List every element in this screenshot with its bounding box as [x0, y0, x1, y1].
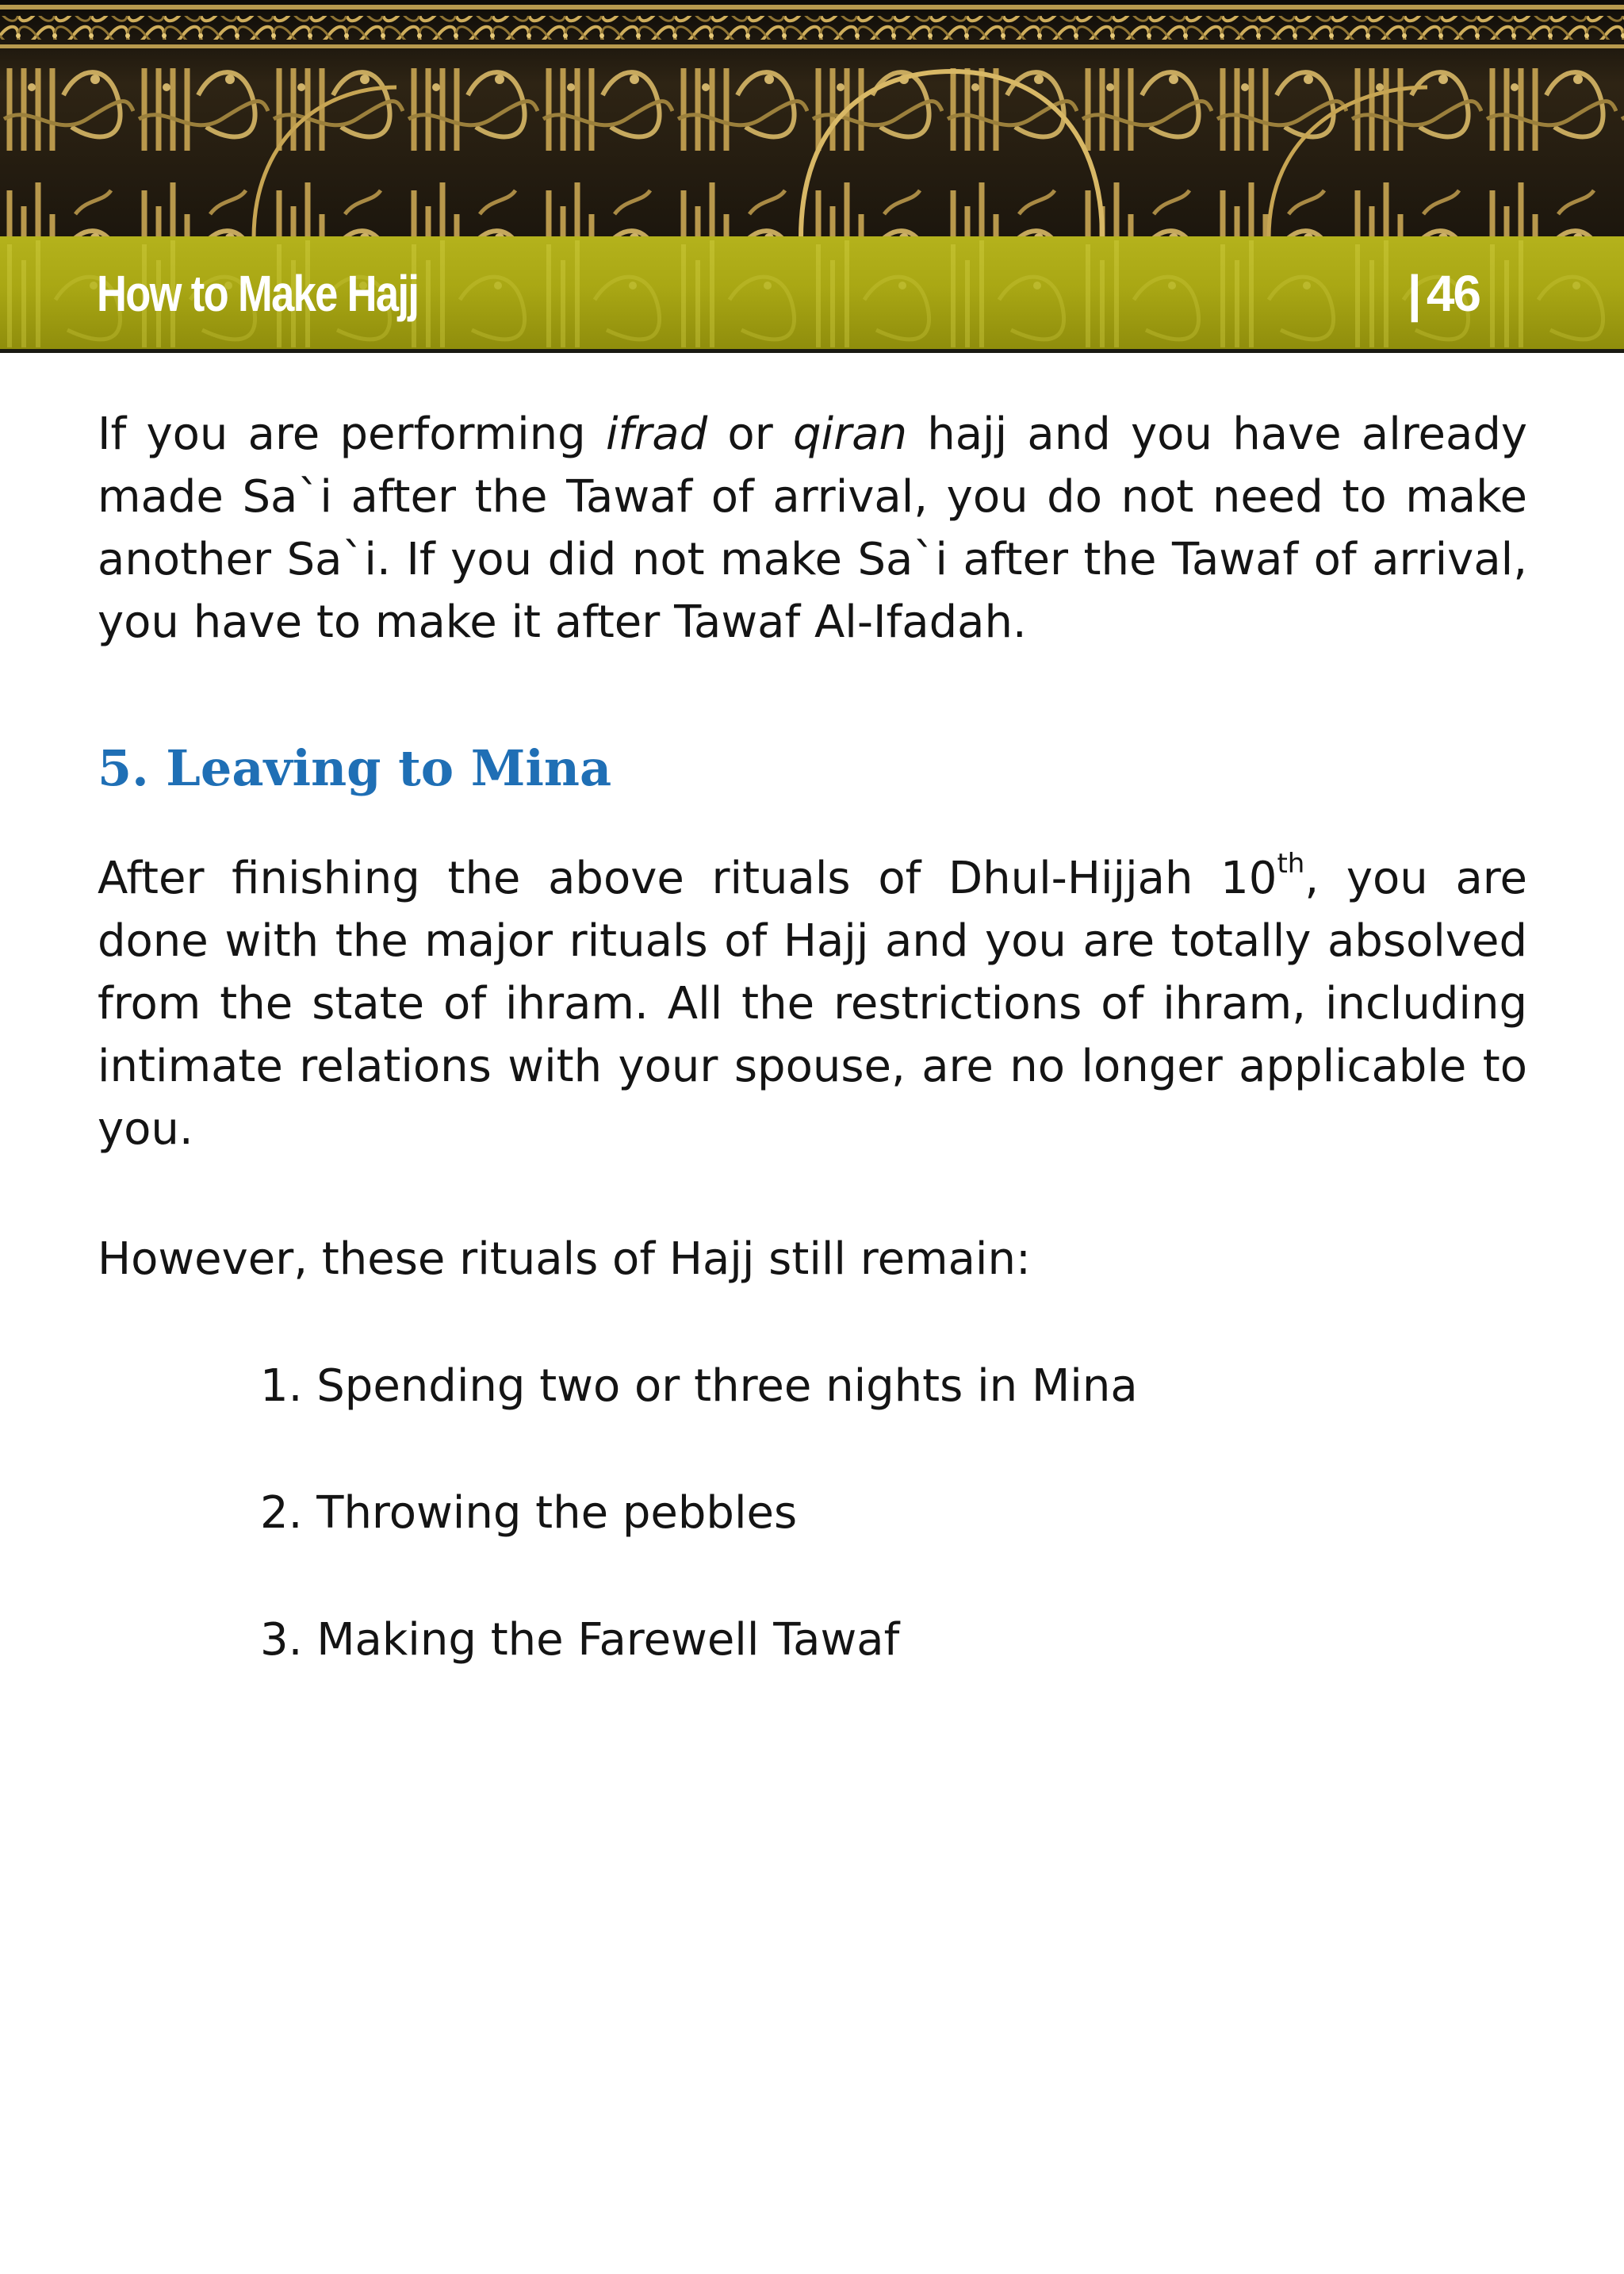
paragraph-sai-note — [98, 403, 1527, 654]
term-qiran: qiran — [793, 408, 907, 460]
running-header-title: How to Make Hajj — [97, 265, 419, 322]
list-item: 1. Spending two or three nights in Mina — [260, 1360, 1138, 1412]
paragraph-1-text-a: If you are performing — [98, 408, 606, 460]
ordinal-superscript: th — [1277, 848, 1305, 880]
paragraph-1-text-b: or — [707, 408, 793, 460]
paragraph-leaving-to-mina — [98, 847, 1527, 1160]
page-number — [1407, 265, 1480, 322]
paragraph-remaining-rituals-intro: However, these rituals of Hajj still remain: — [98, 1233, 1031, 1285]
remaining-rituals-list — [260, 1355, 1138, 1735]
section-heading: 5. Leaving to Mina — [98, 739, 612, 797]
paragraph-2-text-b: , you are done with the major rituals of Hajj and you are totally absolved from the state of ihram. All the restrictions of ihram, including intimate relations with your spouse, are no longer applicable to you. — [98, 853, 1528, 1155]
paragraph-2-text-a: After finishing the above rituals of Dhul-Hijjah 10 — [98, 853, 1277, 904]
paragraph-1-text-c: hajj and you have already made Sa`i after the Tawaf of arrival, you do not need to make another Sa`i. If you did not make Sa`i after the Tawaf of arrival, you have to make it after Tawaf Al-Ifadah. — [98, 408, 1528, 648]
term-ifrad: ifrad — [605, 408, 708, 460]
list-item: 2. Throwing the pebbles — [260, 1487, 798, 1539]
kaaba-kiswah-calligraphy-image — [0, 0, 1624, 238]
page-number-value: 46 — [1426, 265, 1480, 322]
page-number-separator: | — [1407, 265, 1420, 322]
header-divider-line — [0, 349, 1624, 353]
page-header-banner — [0, 0, 1624, 353]
list-item: 3. Making the Farewell Tawaf — [260, 1614, 900, 1666]
